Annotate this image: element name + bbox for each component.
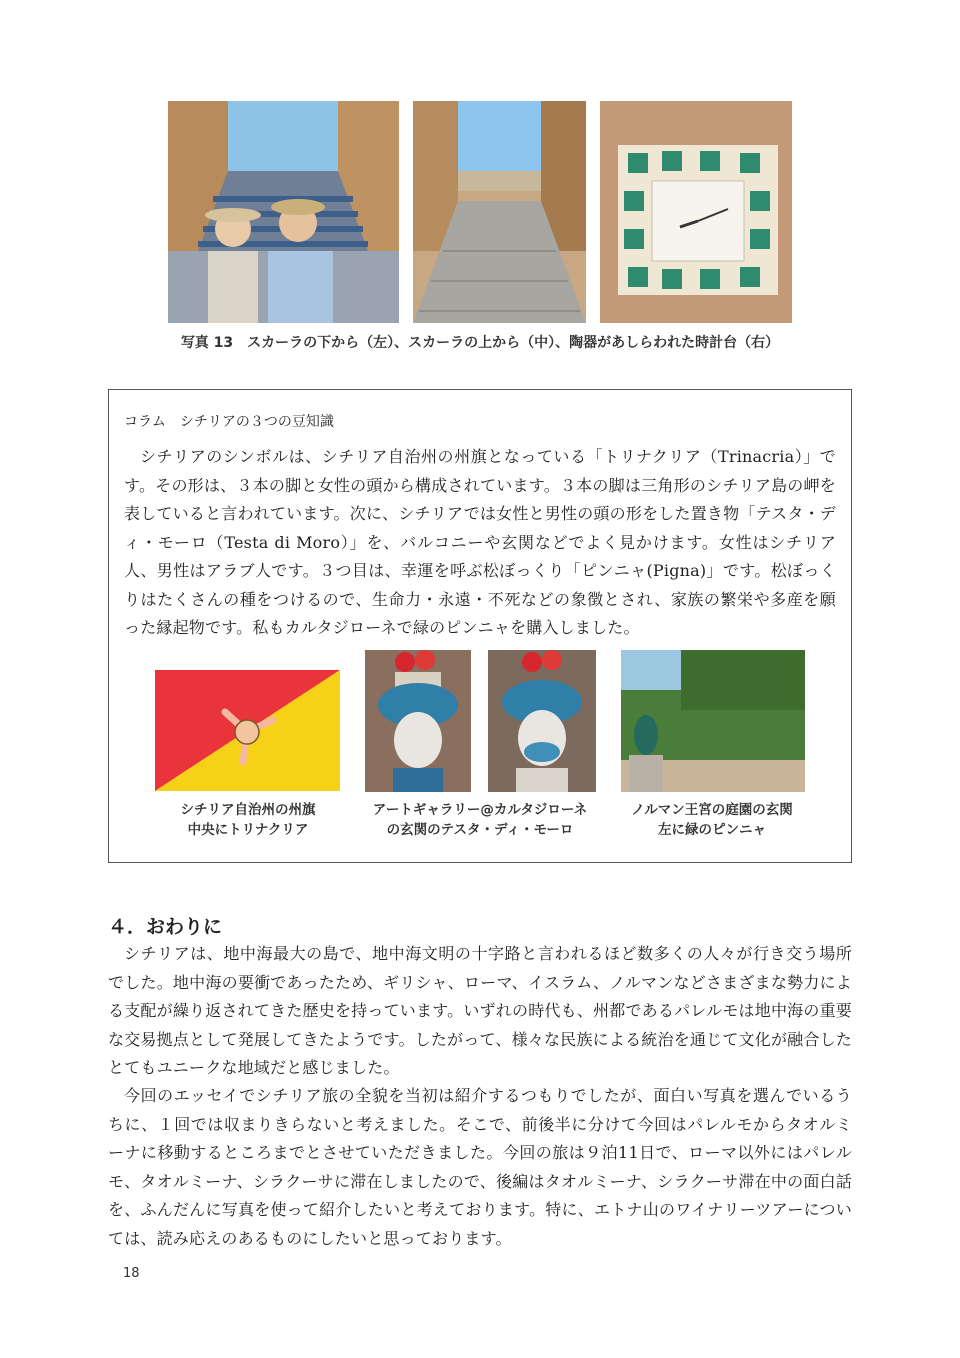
norman-palace-garden-image — [621, 650, 805, 792]
photo-scala-bottom — [168, 101, 399, 323]
caption-line: 左に緑のピンニャ — [658, 822, 766, 838]
photo-caption: 写真 13 スカーラの下から（左）、スカーラの上から（中）、陶器があしらわれた時計台（右） — [180, 335, 780, 351]
caption-line: アートギャラリー@カルタジローネ — [372, 802, 588, 818]
testa-di-moro-woman-image — [365, 650, 471, 792]
column-title: コラム シチリアの３つの豆知識 — [124, 414, 334, 430]
caption-line: の玄関のテスタ・ディ・モーロ — [386, 822, 574, 838]
section-heading: ４．おわりに — [108, 916, 223, 938]
photo-scala-top — [413, 101, 586, 323]
body-paragraph: シチリアは、地中海最大の島で、地中海文明の十字路と言われるほど数多くの人々が行き交う場所でした。地中海の要衝であったため、ギリシャ、ローマ、イスラム、ノルマンなどさまざまな勢力による支配が繰り返されてきた歴史を持っています。いずれの時代も、州都であるパレルモは地中海の重要な交易拠点として発展してきたようです。したがって、様々な民族による統治を通じて文化が融合したとてもユニークな地域だと感じました。 — [108, 944, 852, 1077]
figure-caption-testa-di-moro — [370, 800, 590, 840]
sicily-flag-image — [155, 670, 340, 791]
figure-caption-flag — [138, 800, 358, 840]
figure-caption-pigna — [602, 800, 822, 840]
caption-line: シチリア自治州の州旗 — [180, 802, 316, 818]
page-number: 18 — [123, 1266, 140, 1281]
caption-line: 中央にトリナクリア — [187, 822, 309, 838]
body-paragraph: 今回のエッセイでシチリア旅の全貌を当初は紹介するつもりでしたが、面白い写真を選んでいるうちに、１回では収まりきらないと考えました。そこで、前後半に分けて今回はパレルモからタオルミーナに移動するところまでとさせていただきました。今回の旅は９泊11日で、ローマ以外にはパレルモ、タオルミーナ、シラクーサに滞在しましたので、後編はタオルミーナ、シラクーサ滞在中の面白話を、ふんだんに写真を使って紹介したいと考えております。特に、エトナ山のワイナリーツアーについては、読み応えのあるものにしたいと思っております。 — [108, 1086, 852, 1248]
column-text: シチリアのシンボルは、シチリア自治州の州旗となっている「トリナクリア（Trinacria）」です。その形は、３本の脚と女性の頭から構成されています。３本の脚は三角形のシチリア島の岬を表していると言われています。次に、シチリアでは女性と男性の頭の形をした置き物「テスタ・ディ・モーロ（Testa di Moro）」を、バルコニーや玄関などでよく見かけます。女性はシチリア人、男性はアラブ人です。３つ目は、幸運を呼ぶ松ぼっくり「ピンニャ(Pigna)」です。松ぼっくりはたくさんの種をつけるので、生命力・永遠・不死などの象徴とされ、家族の繁栄や多産を願った縁起物です。私もカルタジローネで緑のピンニャを購入しました。 — [124, 447, 836, 637]
testa-di-moro-man-image — [488, 650, 596, 792]
caption-line: ノルマン王宮の庭園の玄関 — [631, 802, 793, 818]
photo-ceramic-clock-tower — [600, 101, 792, 323]
